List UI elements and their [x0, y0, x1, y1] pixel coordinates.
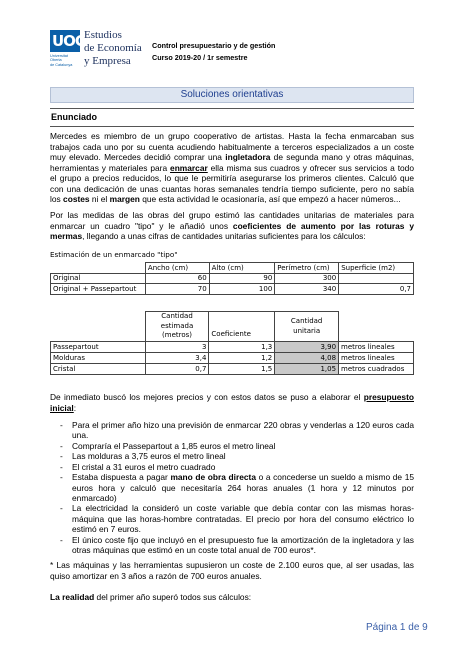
table-cell: 90: [209, 273, 275, 284]
table-header: Perímetro (cm): [275, 263, 339, 274]
table-header: Coeficiente: [209, 312, 275, 342]
table-row: [51, 273, 414, 284]
paragraph-budget-intro: De inmediato buscó los mejores precios y con estos datos se puso a elaborar el presupuesto inicial:: [50, 392, 414, 413]
footnote-machinery: * Las máquinas y las herramientas supusieron un coste de 2.100 euros que, al ser usadas, las quiso amortizar en 3 años a razón de 700 euros anuales.: [50, 560, 414, 581]
uoc-logo-subtitle: Universitat Oberta de Catalunya: [50, 54, 73, 67]
table-row: [51, 263, 414, 274]
row-label: Molduras: [51, 353, 146, 364]
course-title: Control presupuestario y de gestión: [152, 41, 276, 50]
table-cell: 100: [209, 284, 275, 295]
list-item: - La electricidad la consideró un coste variable que debía contar con las mismas horas-máquina que las horas-hombre contratadas. El precio por hora del consumo eléctrico lo estimó en 7 euros.: [60, 503, 414, 534]
table-row: [51, 312, 414, 342]
row-label: Original + Passepartout: [51, 284, 146, 295]
table-cell: 1,2: [209, 353, 275, 364]
row-label: Passepartout: [51, 342, 146, 353]
paragraph-intro: Mercedes es miembro de un grupo cooperativo de artistas. Hasta la fecha enmarcaban sus trabajos cada uno por su cuenta acudiendo habitualmente a terceros especializados a un coste muy elevado. Mercedes decidió comprar una ingletadora de segunda mano y otras máquinas, herramientas y materiales para enmarcar ella misma sus cuadros y ofrecer sus servicios a todo el grupo a precios reducidos, lo que le permitiría asegurarse los primeros clientes. Calculó que con una dedicación de unas cuantas horas semanales tendría tiempo suficiente, pero no sabía los costes ni el margen que esta actividad le ocasionaría, así que empezó a hacer números...: [50, 131, 414, 205]
row-label: Cristal: [51, 364, 146, 375]
solutions-title: Soluciones orientativas: [180, 89, 284, 100]
table-header: Superficie (m2): [339, 263, 414, 274]
course-term: Curso 2019-20 / 1r semestre: [152, 53, 248, 63]
table-row: [51, 353, 414, 364]
table-row: [51, 364, 414, 375]
budget-assumptions-list: [60, 420, 414, 555]
list-item: - Compraría el Passepartout a 1,85 euros el metro lineal: [60, 441, 414, 451]
table-cell: 300: [275, 273, 339, 284]
uoc-logo: [50, 30, 165, 66]
table1-caption: Estimación de un enmarcado "tipo": [50, 250, 178, 259]
table-cell: 0,7: [145, 364, 209, 375]
list-item: - Las molduras a 3,75 euros el metro lineal: [60, 451, 414, 461]
table-cell: 340: [275, 284, 339, 295]
table-row: [51, 284, 414, 295]
paragraph-reality: La realidad del primer año superó todos sus cálculos:: [50, 592, 252, 602]
table-cell: 1,5: [209, 364, 275, 375]
faculty-name: Estudios de Economía y Empresa: [84, 29, 142, 67]
table-cell: 1,3: [209, 342, 275, 353]
list-item: - Para el primer año hizo una previsión de enmarcar 220 obras y venderlas a 120 euros cada una.: [60, 420, 414, 441]
course-info: [152, 40, 275, 64]
table-cell: 60: [145, 273, 209, 284]
list-item: - El único coste fijo que incluyó en el presupuesto fue la amortización de la ingletadora y las otras máquinas que estimó en un coste total anual de 700 euros*.: [60, 535, 414, 556]
unit-cell: metros lineales: [339, 342, 414, 353]
table-header: Cantidad estimada (metros): [145, 312, 209, 342]
table-cell: [339, 273, 414, 284]
section-title-enunciado: Enunciado: [50, 108, 414, 127]
table-cell: 0,7: [339, 284, 414, 295]
unit-cell: metros lineales: [339, 353, 414, 364]
table-cell-highlight: 3,90: [275, 342, 339, 353]
uoc-logo-mark: UOC: [52, 32, 85, 50]
table-header: Alto (cm): [209, 263, 275, 274]
solutions-title-bar: [50, 87, 414, 103]
table-cell-highlight: 1,05: [275, 364, 339, 375]
frame-dimensions-table: [50, 262, 414, 295]
material-quantities-table: [50, 311, 414, 375]
row-label: Original: [51, 273, 146, 284]
paragraph-quantities: Por las medidas de las obras del grupo estimó las cantidades unitarias de materiales para enmarcar un cuadro "tipo" y le añadió unos coeficientes de aumento por las roturas y mermas, llegando a unas cifras de cantidades unitarias suficientes para los cálculos:: [50, 210, 414, 242]
table-cell-highlight: 4,08: [275, 353, 339, 364]
table-header: Cantidad unitaria: [275, 312, 339, 342]
list-item: - Estaba dispuesta a pagar mano de obra directa o a concederse un sueldo a mismo de 15 euros hora y calculó que necesitaría 264 horas anuales (1 hora y 12 minutos por enmarcado): [60, 472, 414, 503]
table-cell: 70: [145, 284, 209, 295]
page-number: Página 1 de 9: [366, 622, 428, 633]
list-item: - El cristal a 31 euros el metro cuadrado: [60, 462, 414, 472]
table-cell: 3: [145, 342, 209, 353]
table-header: Ancho (cm): [145, 263, 209, 274]
table-row: [51, 342, 414, 353]
unit-cell: metros cuadrados: [339, 364, 414, 375]
table-cell: 3,4: [145, 353, 209, 364]
